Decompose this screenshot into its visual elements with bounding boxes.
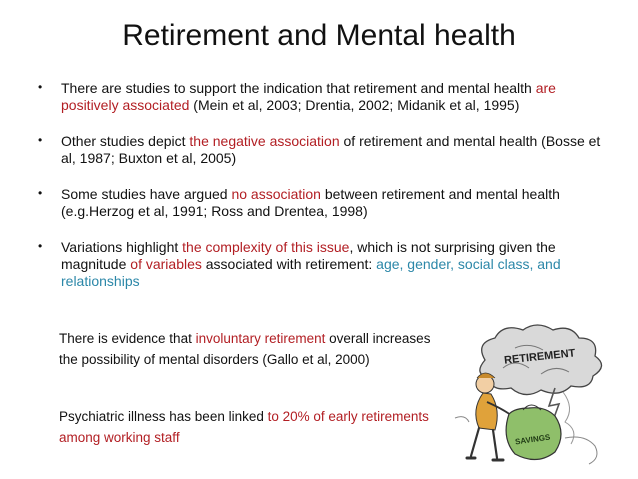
savings-bag-icon	[506, 408, 561, 460]
bullet-text: , which is not surprising given the magnitude	[61, 239, 556, 272]
note-highlight: to 20% of early retirements among working staff	[59, 409, 429, 445]
bullet-icon: •	[38, 80, 43, 94]
retirement-cartoon-illustration	[445, 318, 623, 473]
storm-label: RETIREMENT	[503, 347, 576, 367]
bullet-highlight: the negative association	[189, 133, 340, 149]
bullet-highlight: the complexity of this issue	[182, 239, 350, 255]
note-psychiatric-illness	[59, 406, 439, 448]
bullet-highlight: no association	[231, 186, 321, 202]
note-text: There is evidence that	[59, 331, 196, 346]
person-body	[476, 393, 497, 430]
bullet-text: Some studies have argued	[61, 186, 232, 202]
bullet-text: between retirement and mental health (e.g.Herzog et al, 1991; Ross and Drentea, 1998)	[61, 186, 560, 219]
bullet-highlight-teal: age, gender, social class, and relationships	[61, 256, 561, 289]
slide-title: Retirement and Mental health	[122, 19, 516, 52]
note-highlight: involuntary retirement	[195, 331, 326, 346]
bullet-text: Other studies depict	[61, 133, 190, 149]
note-involuntary-retirement	[59, 328, 439, 370]
bullet-item	[30, 239, 610, 290]
bullet-text: (Mein et al, 2003; Drentia, 2002; Midanik et al, 1995)	[189, 97, 520, 113]
savings-label: SAVINGS	[514, 432, 551, 447]
bullet-item	[30, 133, 610, 167]
bullet-list	[30, 80, 610, 309]
bullet-icon: •	[38, 239, 43, 253]
bullet-icon: •	[38, 133, 43, 147]
bullet-text: of retirement and mental health (Bosse et al, 1987; Buxton et al, 2005)	[61, 133, 601, 166]
bullet-text: There are studies to support the indication that retirement and mental health	[61, 80, 536, 96]
bullet-item	[30, 186, 610, 220]
bullet-text: associated with retirement:	[201, 256, 377, 272]
note-text: Psychiatric illness has been linked	[59, 409, 268, 424]
bullet-text: Variations highlight	[61, 239, 183, 255]
note-text: overall increases the possibility of mental disorders (Gallo et al, 2000)	[59, 331, 431, 367]
bullet-highlight: of variables	[130, 256, 202, 272]
bullet-item	[30, 80, 610, 114]
bullet-icon: •	[38, 186, 43, 200]
bullet-highlight: are positively associated	[61, 80, 556, 113]
